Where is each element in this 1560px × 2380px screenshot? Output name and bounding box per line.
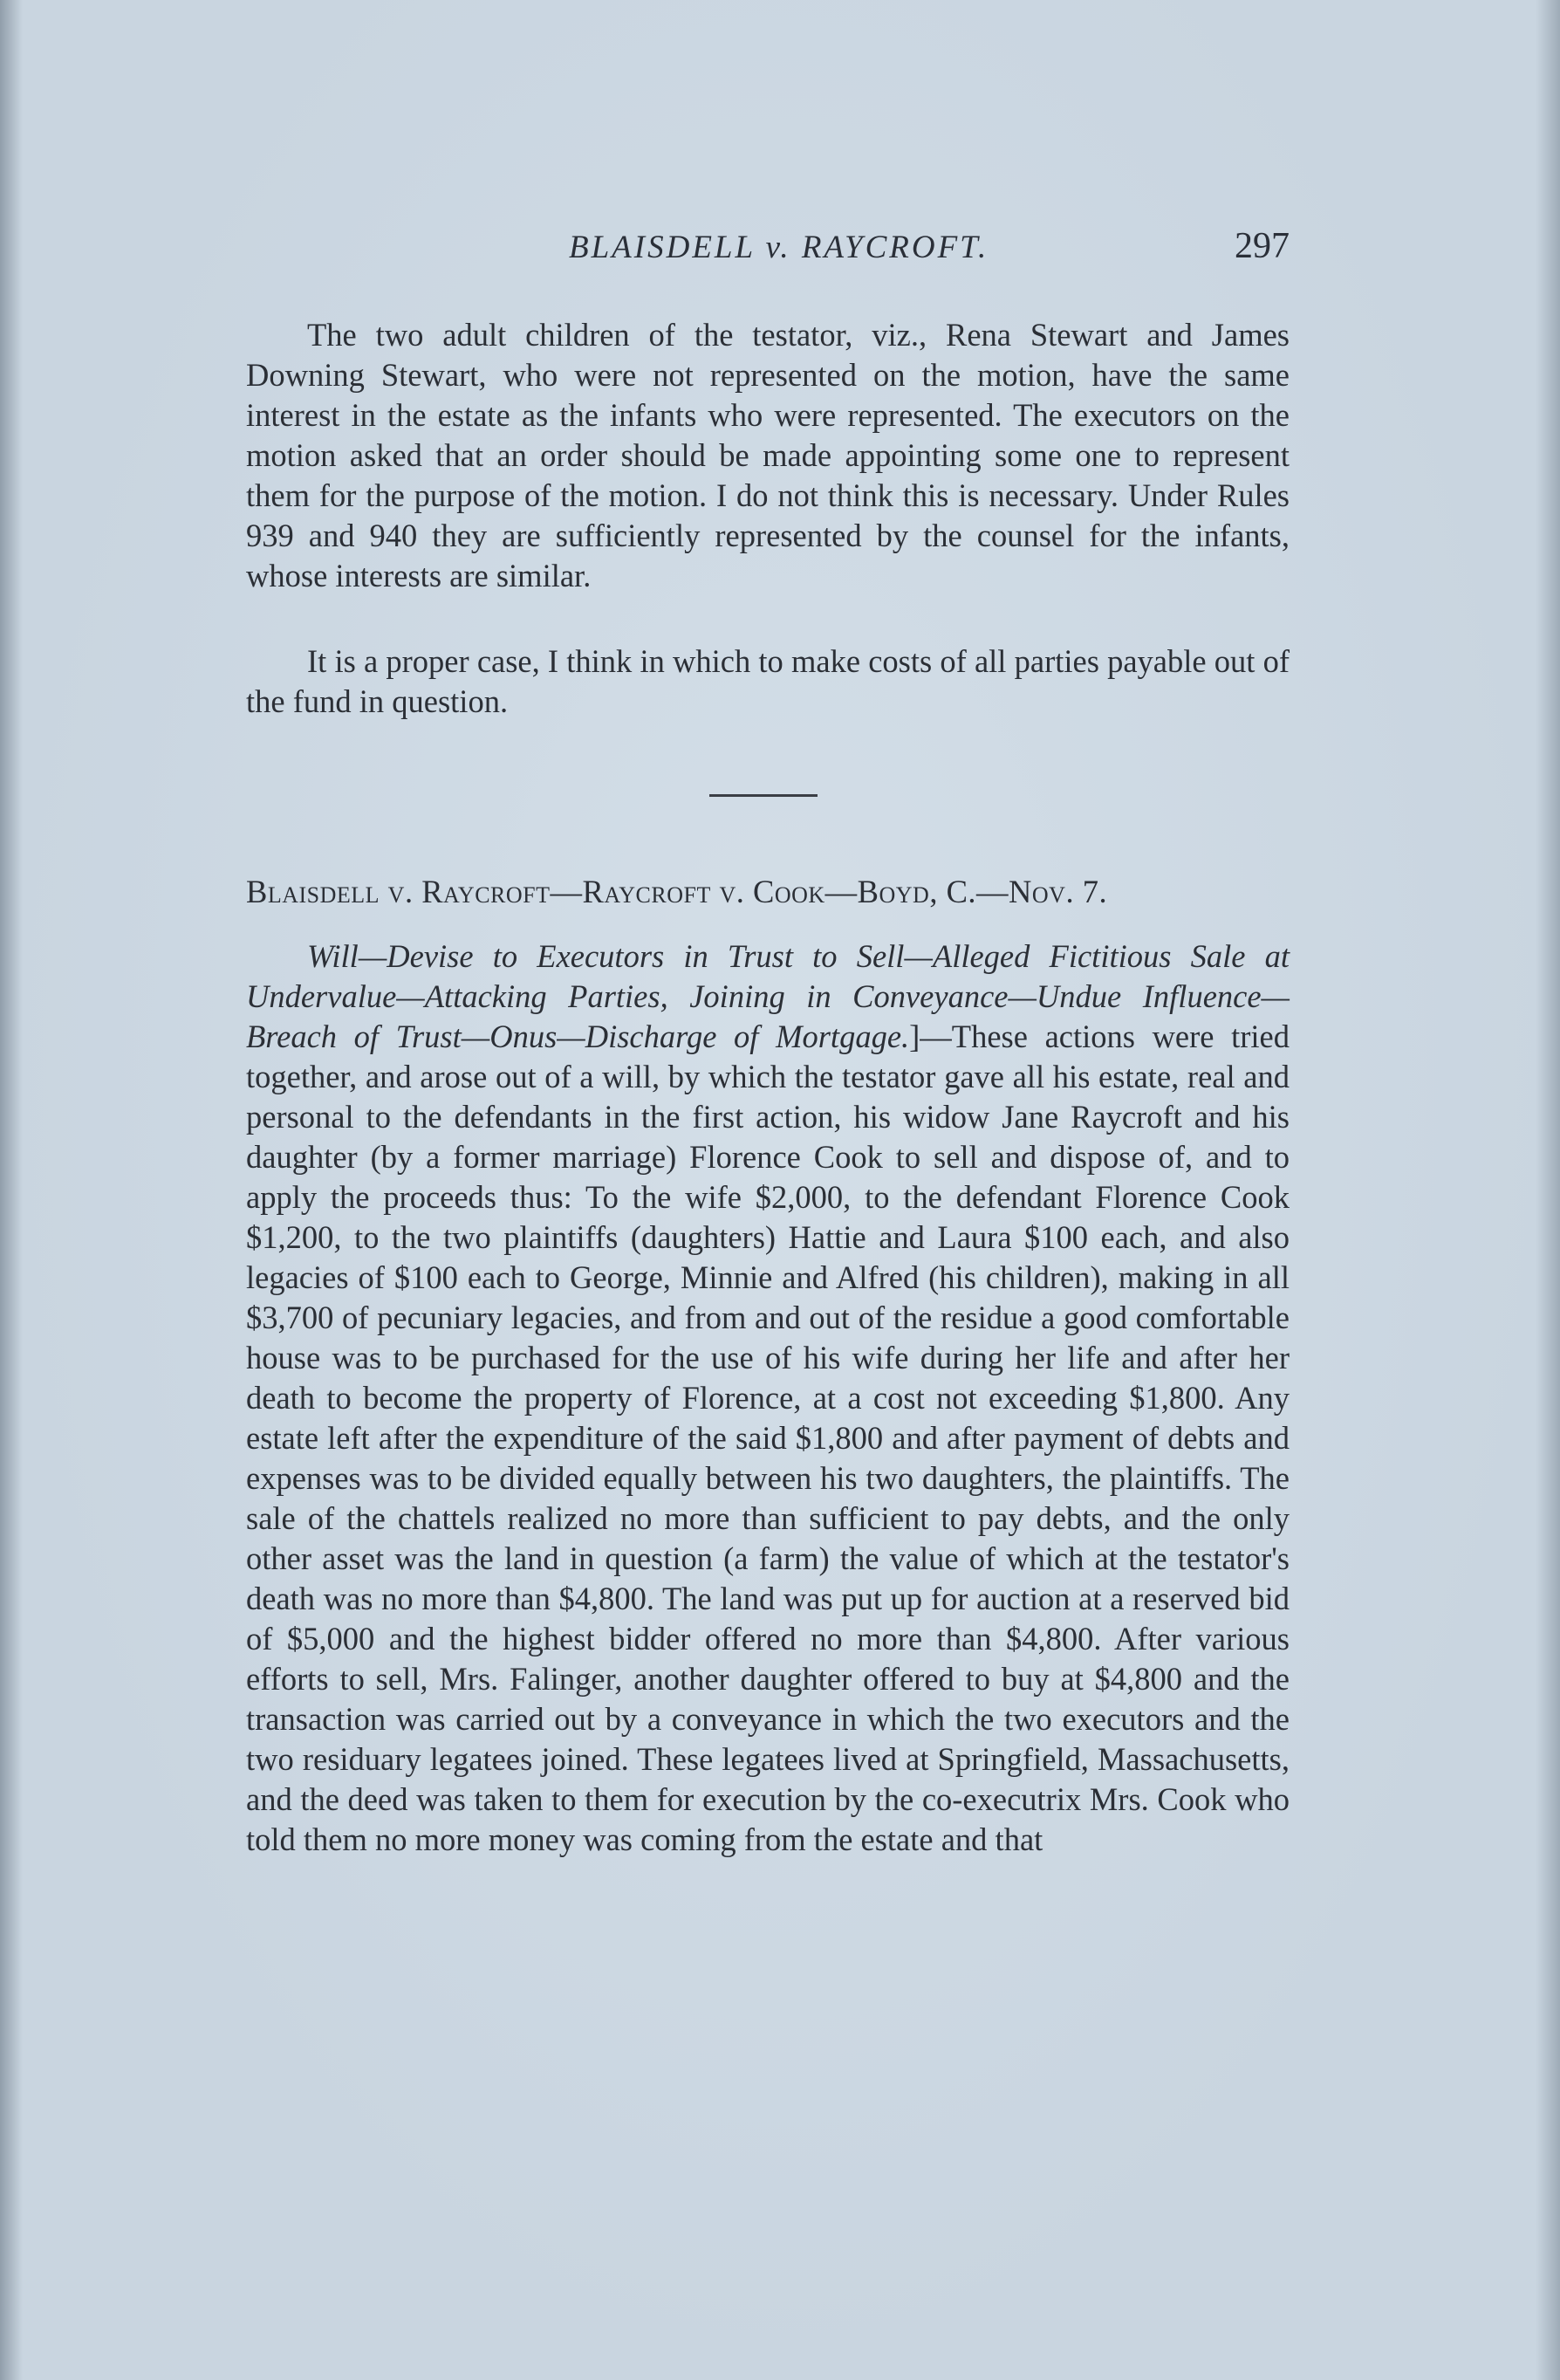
paragraph: The two adult children of the testator, viz., Rena Stewart and James Downing Stewart, who were not represented on the motion, have the same interest in the estate as the infants who were represented. The executors on the motion asked that an order should be made appointing some one to represent them for the purpose of the motion. I do not think this is necessary. Under Rules 939 and 940 they are sufficiently represented by the counsel for the infants, whose interests are similar. (246, 317, 1290, 593)
preceding-case-text (246, 315, 1290, 596)
page-number: 297 (1235, 226, 1290, 266)
preceding-case-conclusion (246, 641, 1290, 722)
case-report (246, 936, 1290, 1860)
case-paragraph (246, 936, 1290, 1860)
paragraph: It is a proper case, I think in which to make costs of all parties payable out of the fund in question. (246, 643, 1290, 719)
case-title: Blaisdell v. Raycroft—Raycroft v. Cook—Boyd, C.—Nov. 7. (246, 874, 1108, 909)
page-header (246, 226, 1290, 281)
running-head: BLAISDELL v. RAYCROFT. (569, 230, 989, 265)
case-headnote: Will—Devise to Executors in Trust to Sell—Alleged Fictitious Sale at Undervalue—Attacking Parties, Joining in Conveyance—Undue Influence—Breach of Trust—Onus—Discharge of Mortgage. (246, 938, 1290, 1054)
case-body-text: ]—These actions were tried together, and arose out of a will, by which the testator gave all his estate, real and personal to the defendants in the first action, his widow Jane Raycroft and his daughter (by a former marriage) Florence Cook to sell and dispose of, and to apply the proceeds thus: To the wife $2,000, to the defendant Florence Cook $1,200, to the two plaintiffs (daughters) Hattie and Laura $100 each, and also legacies of $100 each to George, Minnie and Alfred (his children), making in all $3,700 of pecuniary legacies, and from and out of the residue a good comfortable house was to be purchased for the use of his wife during her life and after her death to become the property of Florence, at a cost not exceeding $1,800. Any estate left after the expenditure of the said $1,800 and after payment of debts and expenses was to be divided equally between his two daughters, the plaintiffs. The sale of the chattels realized no more than sufficient to pay debts, and the only other asset was the land in question (a farm) the value of which at the testator's death was no more than $4,800. The land was put up for auction at a reserved bid of $5,000 and the highest bidder offered no more than $4,800. After various efforts to sell, Mrs. Falinger, another daughter offered to buy at $4,800 and the transaction was carried out by a conveyance in which the two executors and the two residuary legatees joined. These legatees lived at Springfield, Massachusetts, and the deed was taken to them for execution by the co-executrix Mrs. Cook who told them no more money was coming from the estate and that (246, 1019, 1290, 1857)
section-divider (709, 794, 818, 797)
